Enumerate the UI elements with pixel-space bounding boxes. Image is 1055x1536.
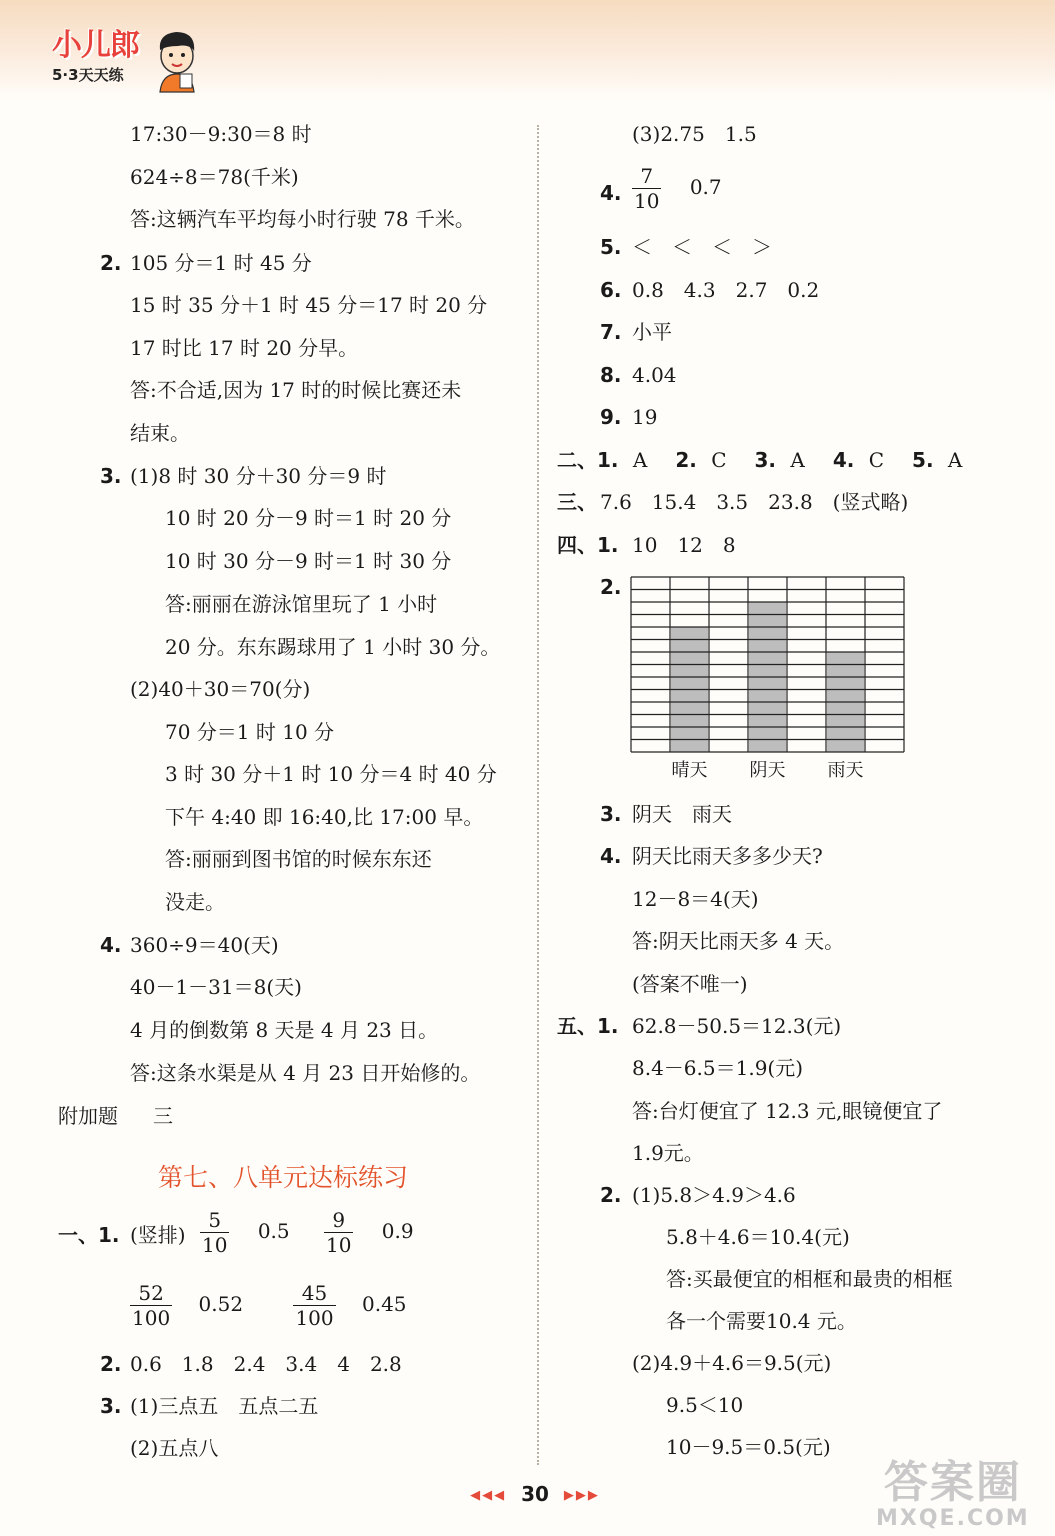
answer-line: 40－1－31＝8(天) — [130, 975, 302, 999]
section-label: 五、1. — [557, 1014, 619, 1038]
section-title: 第七、八单元达标练习 — [158, 1163, 409, 1192]
question-number: 3. — [600, 802, 622, 826]
answer-line: 答:丽丽在游泳馆里玩了 1 小时 — [165, 592, 438, 616]
question-number: 4. — [600, 181, 622, 205]
prev-arrows-icon: ◀◀◀ — [470, 1488, 507, 1503]
answer-line: 没走。 — [165, 890, 225, 914]
decimal-value: 0.45 — [361, 1292, 407, 1316]
answer-line: 10 时 30 分－9 时＝1 时 30 分 — [165, 549, 452, 573]
answer-line: 答:这辆汽车平均每小时行驶 78 千米。 — [130, 207, 475, 231]
answer-line: (竖排) — [130, 1223, 186, 1247]
question-number: 6. — [600, 278, 622, 302]
weather-bar-chart — [629, 575, 909, 790]
answer-line: 阴天比雨天多多少天? — [632, 844, 823, 868]
answer-line: 答:阴天比雨天多 4 天。 — [632, 929, 845, 953]
answer-line: (2)五点八 — [130, 1436, 219, 1460]
answer-line: 下午 4:40 即 16:40,比 17:00 早。 — [165, 805, 484, 829]
answer-line: 0.6 1.8 2.4 3.4 4 2.8 — [130, 1352, 402, 1376]
fraction: $\frac{5}{10}$ — [202, 1208, 228, 1257]
fraction-row — [196, 1208, 414, 1257]
answer-line: 7.6 15.4 3.5 23.8 (竖式略) — [600, 490, 909, 514]
answer-line: 答:不合适,因为 17 时的时候比赛还未 — [130, 378, 462, 402]
answer-line: 答:买最便宜的相框和最贵的相框 — [666, 1267, 953, 1291]
column-divider — [537, 125, 539, 1465]
answer-line: 19 — [632, 405, 658, 429]
answer-line: 10 时 20 分－9 时＝1 时 20 分 — [165, 506, 452, 530]
next-arrows-icon: ▶▶▶ — [563, 1488, 600, 1503]
question-number: 8. — [600, 363, 622, 387]
answer-line: 3 时 30 分＋1 时 10 分＝4 时 40 分 — [165, 762, 497, 786]
fraction-row — [126, 1281, 407, 1330]
answer-line: 17 时比 17 时 20 分早。 — [130, 336, 359, 360]
answer-line: 结束。 — [130, 421, 190, 445]
question-number: 9. — [600, 405, 622, 429]
logo-subtitle: 5·3天天练 — [52, 66, 124, 84]
question-number: 4. — [100, 933, 122, 957]
fraction: $\frac{9}{10}$ — [325, 1208, 352, 1257]
question-number: 4. — [600, 844, 622, 868]
answer-line: 624÷8＝78(千米) — [130, 165, 299, 189]
answer-line: (答案不唯一) — [632, 972, 748, 996]
question-number: 3. — [100, 1394, 122, 1418]
decimal-value: 0.9 — [381, 1219, 414, 1243]
answer-line: 105 分＝1 时 45 分 — [130, 251, 312, 275]
answer-line: 62.8－50.5＝12.3(元) — [632, 1014, 842, 1038]
answer-line: 小平 — [632, 320, 672, 344]
question-number: 2. — [600, 1183, 622, 1207]
section-label: 四、1. — [557, 533, 619, 557]
answer-line: 12－8＝4(天) — [632, 887, 759, 911]
answer-line: 17:30－9:30＝8 时 — [130, 122, 312, 146]
fraction: $\frac{45}{100}$ — [295, 1281, 334, 1330]
answer-line: 10 12 8 — [632, 533, 736, 557]
answer-line: ＜ ＜ ＜ ＞ — [632, 235, 772, 259]
answer-line: 4.04 — [632, 363, 677, 387]
answer-line: (1)三点五 五点二五 — [130, 1394, 319, 1418]
answer-line: (1)8 时 30 分＋30 分＝9 时 — [130, 464, 387, 488]
extra-answer: 三 — [153, 1104, 173, 1128]
question-number: 3. — [100, 464, 122, 488]
answer-line: 9.5＜10 — [666, 1393, 744, 1417]
extra-label: 附加题 — [58, 1104, 118, 1128]
category-label: 雨天 — [827, 760, 864, 781]
answer-line: (2)4.9＋4.6＝9.5(元) — [632, 1351, 832, 1375]
question-number: 2. — [600, 575, 622, 599]
category-label: 晴天 — [671, 760, 708, 781]
question-number: 2. — [100, 251, 122, 275]
answer-line: (3)2.75 1.5 — [632, 122, 757, 146]
section-label: 三、 — [557, 490, 597, 514]
fraction: $\frac{52}{100}$ — [132, 1281, 171, 1330]
choice-row: 二、1. A 2. C 3. A 4. C 5. A — [557, 448, 963, 472]
answer-line: 1.9元。 — [632, 1141, 704, 1165]
answer-line: 答:这条水渠是从 4 月 23 日开始修的。 — [130, 1061, 481, 1085]
fraction-row — [628, 164, 722, 213]
answer-line: 20 分。东东踢球用了 1 小时 30 分。 — [165, 635, 501, 659]
mascot-icon — [152, 28, 202, 94]
logo — [52, 30, 139, 85]
question-number: 5. — [600, 235, 622, 259]
answer-line: 0.8 4.3 2.7 0.2 — [632, 278, 820, 302]
answer-line: 各一个需要10.4 元。 — [666, 1309, 857, 1333]
answer-line: 4 月的倒数第 8 天是 4 月 23 日。 — [130, 1018, 439, 1042]
decimal-value: 0.5 — [257, 1219, 290, 1243]
decimal-value: 0.52 — [198, 1292, 244, 1316]
answer-line: 8.4－6.5＝1.9(元) — [632, 1056, 804, 1080]
question-number: 2. — [100, 1352, 122, 1376]
decimal-value: 0.7 — [689, 175, 722, 199]
answer-line: 360÷9＝40(天) — [130, 933, 279, 957]
answer-line: 阴天 雨天 — [632, 802, 732, 826]
answer-line: (2)40＋30＝70(分) — [130, 677, 311, 701]
answer-line: 5.8＋4.6＝10.4(元) — [666, 1225, 850, 1249]
question-number: 7. — [600, 320, 622, 344]
fraction: $\frac{7}{10}$ — [634, 164, 660, 213]
answer-line: (1)5.8＞4.9＞4.6 — [632, 1183, 796, 1207]
answer-line: 答:台灯便宜了 12.3 元,眼镜便宜了 — [632, 1099, 943, 1123]
section-label: 一、1. — [58, 1223, 120, 1247]
page-number: ◀◀◀ 30 ▶▶▶ — [470, 1482, 600, 1506]
watermark: 答案圈 MXQE.COM — [876, 1457, 1030, 1531]
answer-line: 15 时 35 分＋1 时 45 分＝17 时 20 分 — [130, 293, 488, 317]
answer-line: 70 分＝1 时 10 分 — [165, 720, 335, 744]
answer-line: 10－9.5＝0.5(元) — [666, 1435, 831, 1459]
logo-title: 小儿郎 — [52, 28, 139, 63]
category-label: 阴天 — [749, 760, 786, 781]
answer-line: 答:丽丽到图书馆的时候东东还 — [165, 847, 432, 871]
